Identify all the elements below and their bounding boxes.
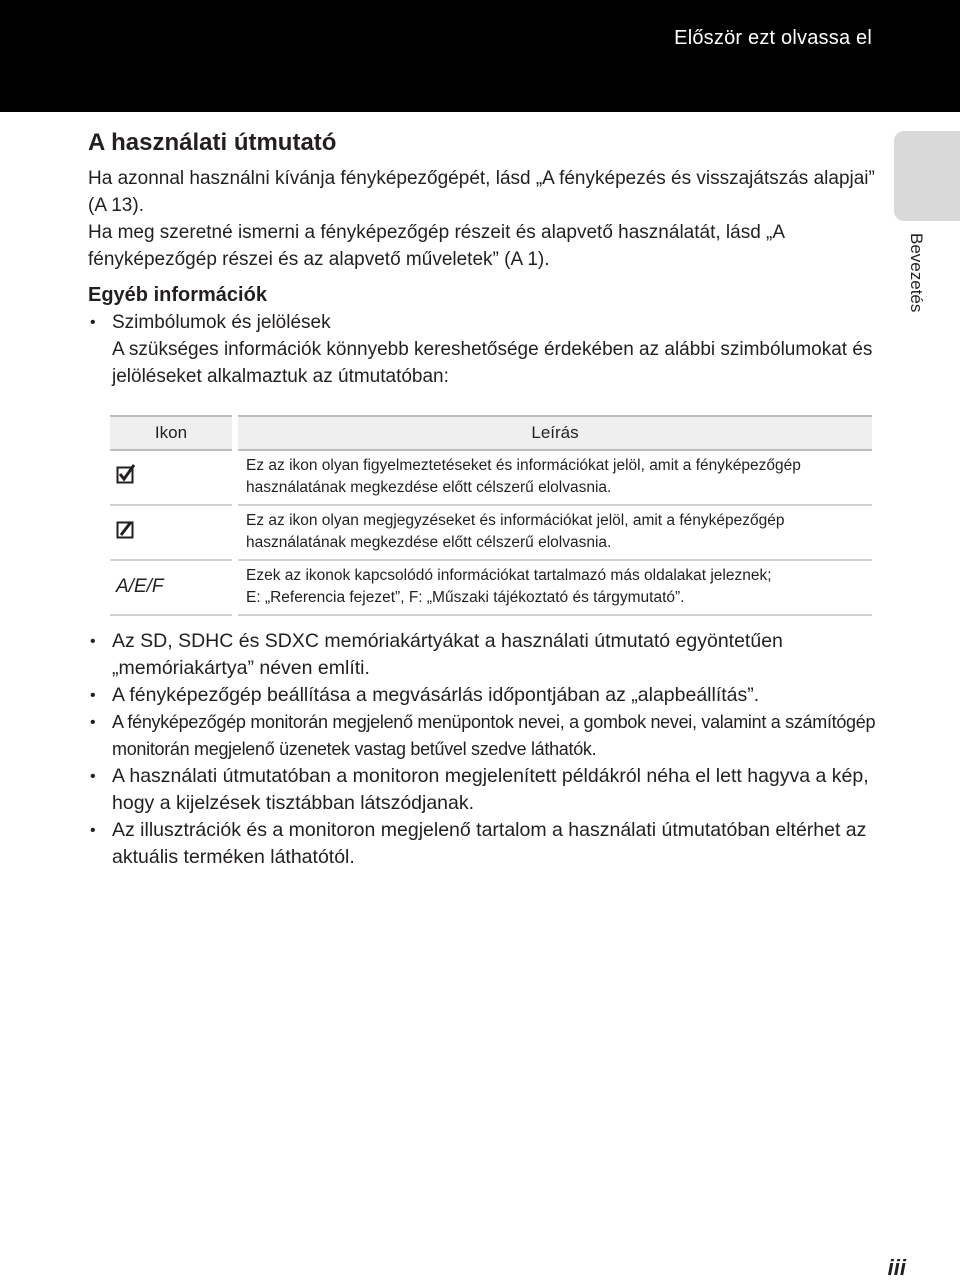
description-cell xyxy=(235,560,872,615)
description-cell: Ez az ikon olyan megjegyzéseket és információkat jelöl, amit a fényképezőgép használatának megkezdése előtt célszerű elolvasnia. xyxy=(235,505,872,560)
table-row xyxy=(110,450,872,505)
bullet-icon: • xyxy=(90,714,96,731)
note-text: Az SD, SDHC és SDXC memóriakártyákat a használati útmutató egyöntetűen „memóriakártya” néven említi. xyxy=(112,630,783,679)
bullet-icon: • xyxy=(90,687,96,704)
column-header-icon: Ikon xyxy=(110,416,235,450)
bullet-icon: • xyxy=(90,633,96,650)
table-row xyxy=(110,560,872,615)
chapter-tab-label: Bevezetés xyxy=(907,233,926,313)
bullet-icon: • xyxy=(90,822,96,839)
list-item xyxy=(88,628,878,682)
description-line: Ezek az ikonok kapcsolódó információkat tartalmazó más oldalakat jeleznek; xyxy=(246,567,772,584)
list-item xyxy=(88,682,878,709)
description-cell: Ez az ikon olyan figyelmeztetéseket és információkat jelöl, amit a fényképezőgép használatának megkezdése előtt célszerű elolvasnia. xyxy=(235,450,872,505)
intro-paragraph-1: Ha azonnal használni kívánja fényképezőgépét, lásd „A fényképezés és visszajátszás alapjai” (A 13). xyxy=(88,168,875,216)
page-number: iii xyxy=(887,1255,906,1280)
list-item xyxy=(88,817,878,871)
section-title: A használati útmutató xyxy=(88,129,337,156)
note-text: A használati útmutatóban a monitoron megjelenített példákról néha el lett hagyva a kép, hogy a kijelzések tisztábban látszódjanak. xyxy=(112,765,869,814)
notes-list xyxy=(88,628,878,871)
note-pencil-icon xyxy=(116,519,136,546)
chapter-tab[interactable] xyxy=(894,131,960,221)
page-reference-icons: A/E/F xyxy=(116,575,164,597)
header-bar xyxy=(0,0,960,112)
bullet-icon: • xyxy=(90,314,96,331)
icon-cell xyxy=(110,505,235,560)
warning-check-icon xyxy=(116,464,136,491)
description-line: E: „Referencia fejezet”, F: „Műszaki tájékoztató és tárgymutató”. xyxy=(246,589,685,606)
bullet-icon: • xyxy=(90,768,96,785)
list-item xyxy=(88,763,878,817)
icon-cell xyxy=(110,560,235,615)
bullet-text: A szükséges információk könnyebb kereshetősége érdekében az alábbi szimbólumokat és jelöléseket alkalmaztuk az útmutatóban: xyxy=(112,339,873,387)
intro-paragraph-2: Ha meg szeretné ismerni a fényképezőgép részeit és alapvető használatát, lásd „A fényképezőgép részei és az alapvető műveletek” (A 1). xyxy=(88,222,784,270)
note-text: Az illusztrációk és a monitoron megjelenő tartalom a használati útmutatóban eltérhet az aktuális terméken láthatótól. xyxy=(112,819,867,868)
list-item xyxy=(88,309,878,390)
table-header-row xyxy=(110,416,872,450)
bullet-title: Szimbólumok és jelölések xyxy=(112,312,331,333)
list-item xyxy=(88,709,878,763)
table-row xyxy=(110,505,872,560)
icon-cell xyxy=(110,450,235,505)
note-text: A fényképezőgép beállítása a megvásárlás időpontjában az „alapbeállítás”. xyxy=(112,684,760,706)
symbols-table xyxy=(110,415,872,616)
subsection-title: Egyéb információk xyxy=(88,284,267,306)
header-title: Először ezt olvassa el xyxy=(674,27,872,49)
column-header-description: Leírás xyxy=(235,416,872,450)
main-content xyxy=(88,126,878,390)
note-text: A fényképezőgép monitorán megjelenő menüpontok nevei, a gombok nevei, valamint a számítógép monitorán megjelenő üzenetek vastag betűvel szedve láthatók. xyxy=(112,712,876,759)
